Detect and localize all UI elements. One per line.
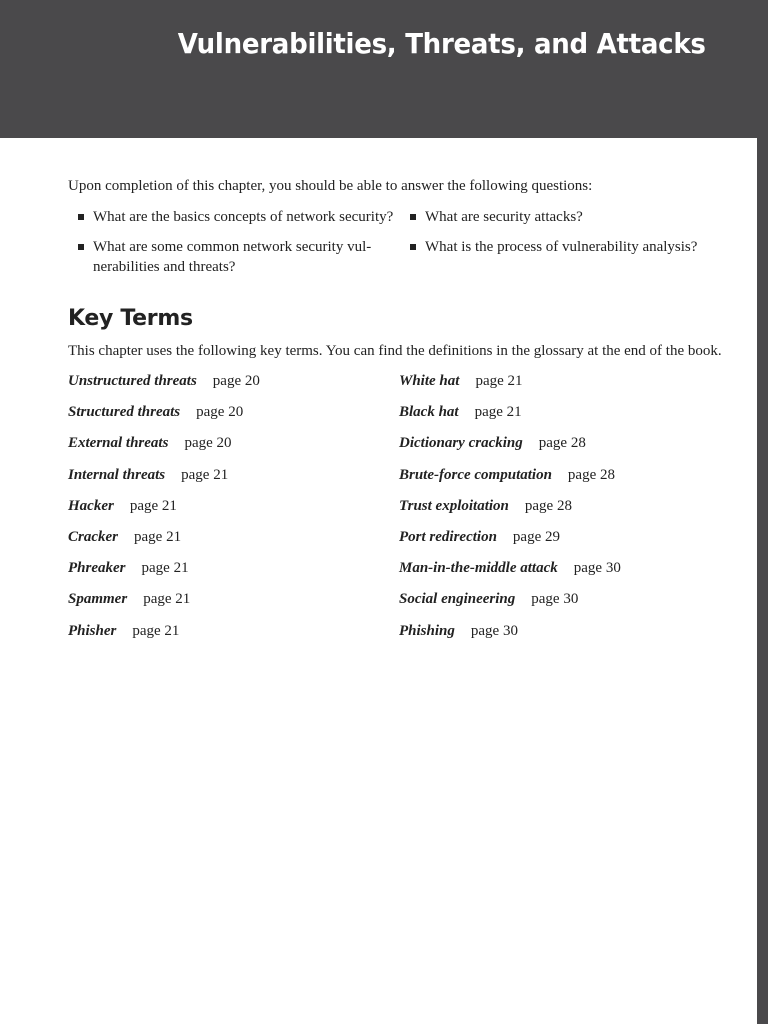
key-term-item [68,371,399,402]
key-terms-list [68,371,708,652]
key-term-page: page 20 [212,373,260,389]
key-term-name: Social engineering [399,591,516,608]
key-term-item [68,465,399,496]
key-term-page: page 21 [129,497,177,514]
page-edge-bar [757,138,768,1024]
key-term-item [399,433,699,464]
key-term-name: Structured threats [68,404,181,421]
key-term-page: page 28 [567,466,615,483]
objectives-list [68,207,708,277]
key-term-page: page 30 [531,591,579,608]
key-term-item [68,433,399,464]
key-term-name: Dictionary cracking [399,435,523,452]
key-term-item [68,589,399,620]
key-term-name: Phishing [399,622,455,639]
key-term-page: page 20 [196,404,244,421]
square-bullet-icon [410,214,416,220]
key-term-item [68,402,399,433]
key-term-page: page 21 [132,622,180,639]
key-term-page: page 21 [134,528,182,545]
key-term-page: page 28 [524,497,572,514]
key-term-page: page 28 [538,435,586,452]
key-term-item [399,465,699,496]
key-term-item [68,496,399,527]
objectives-intro: Upon completion of this chapter, you should be able to answer the following questions: [68,178,593,194]
key-term-page: page 29 [512,528,560,545]
key-term-page: page 21 [475,373,523,389]
key-term-page: page 21 [143,591,191,608]
key-term-name: Man-in-the-middle attack [399,560,558,577]
objective-text: What are some common network security vul-nerabilities and threats? [93,239,372,275]
key-term-item [68,527,399,558]
objective-item [400,237,700,277]
key-term-item [399,558,699,589]
key-term-name: Trust exploitation [399,497,509,514]
key-term-page: page 30 [470,622,518,639]
square-bullet-icon [78,214,84,220]
square-bullet-icon [78,244,84,250]
objective-text: What are the basics concepts of network security? [93,209,394,225]
key-term-item [399,496,699,527]
key-term-item [399,527,699,558]
key-terms-heading: Key Terms [68,306,193,331]
key-term-name: Phisher [68,622,117,639]
chapter-header-band [0,0,768,138]
key-term-page: page 21 [141,560,189,577]
page-content [68,176,722,652]
key-term-name: Internal threats [68,466,166,483]
key-term-page: page 20 [184,435,232,452]
objective-item [68,207,400,227]
key-term-item [399,371,699,402]
key-term-item [399,621,699,652]
key-term-page: page 21 [181,466,229,483]
square-bullet-icon [410,244,416,250]
chapter-title: Vulnerabilities, Threats, and Attacks [178,27,706,60]
key-terms-intro: This chapter uses the following key terms. You can find the definitions in the glossary at the end of the book. [68,343,722,359]
key-term-name: Black hat [399,404,459,421]
key-term-name: Phreaker [68,560,126,577]
key-term-name: Unstructured threats [68,373,197,389]
key-term-item [399,589,699,620]
objective-text: What is the process of vulnerability analysis? [425,239,698,255]
key-term-item [68,558,399,589]
objective-text: What are security attacks? [425,209,583,225]
key-term-name: White hat [399,373,460,389]
key-term-name: Spammer [68,591,128,608]
key-term-page: page 30 [573,560,621,577]
key-term-name: Hacker [68,497,114,514]
key-term-item [399,402,699,433]
key-term-page: page 21 [474,404,522,421]
key-term-name: Cracker [68,528,118,545]
key-term-name: External threats [68,435,169,452]
objective-item [68,237,400,277]
key-term-name: Brute-force computation [399,466,552,483]
key-term-item [68,621,399,652]
key-term-name: Port redirection [399,528,497,545]
objective-item [400,207,700,227]
